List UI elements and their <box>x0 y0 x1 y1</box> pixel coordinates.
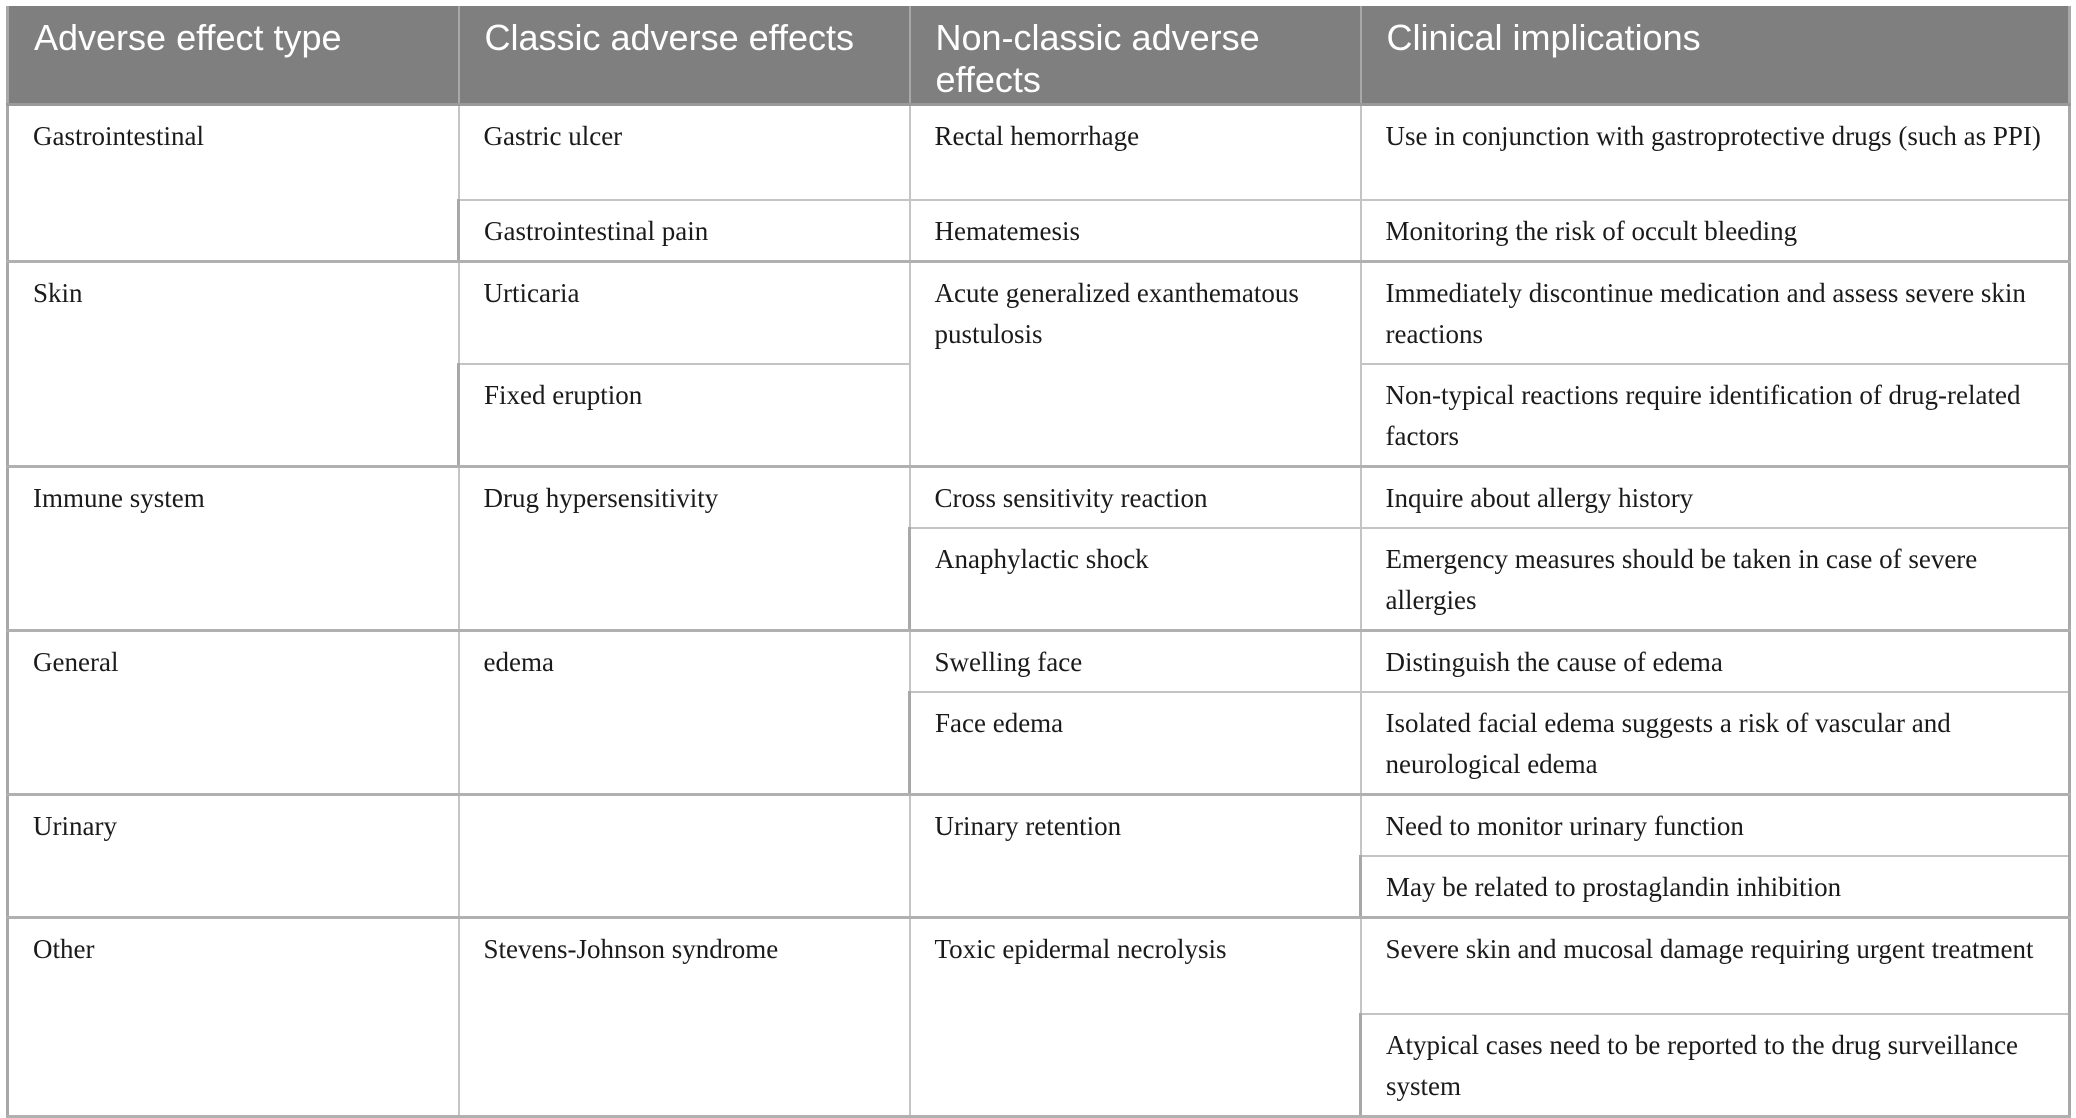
classic-cell: Fixed eruption <box>459 364 910 467</box>
type-cell: Skin <box>8 262 459 467</box>
implication-cell: Immediately discontinue medication and assess severe skin reactions <box>1361 262 2070 365</box>
header-classic-adverse-effects: Classic adverse effects <box>459 6 910 104</box>
nonclassic-cell: Toxic epidermal necrolysis <box>910 918 1361 1117</box>
classic-cell: Stevens-Johnson syndrome <box>459 918 910 1117</box>
classic-cell <box>459 795 910 918</box>
adverse-effects-table <box>6 6 2071 1118</box>
classic-cell: edema <box>459 631 910 795</box>
header-adverse-effect-type: Adverse effect type <box>8 6 459 104</box>
table-row <box>8 262 2070 365</box>
table-row <box>8 631 2070 693</box>
implication-cell: May be related to prostaglandin inhibition <box>1361 856 2070 918</box>
table-row <box>8 795 2070 857</box>
table-row <box>8 918 2070 1014</box>
nonclassic-cell: Anaphylactic shock <box>910 528 1361 631</box>
implication-cell: Severe skin and mucosal damage requiring urgent treatment <box>1361 918 2070 1014</box>
table-row <box>8 104 2070 200</box>
type-cell: Other <box>8 918 459 1117</box>
nonclassic-cell: Hematemesis <box>910 200 1361 262</box>
nonclassic-cell: Cross sensitivity reaction <box>910 467 1361 529</box>
classic-cell: Drug hypersensitivity <box>459 467 910 631</box>
implication-cell: Use in conjunction with gastroprotective drugs (such as PPI) <box>1361 104 2070 200</box>
classic-cell: Urticaria <box>459 262 910 365</box>
implication-cell: Emergency measures should be taken in case of severe allergies <box>1361 528 2070 631</box>
type-cell: Gastrointestinal <box>8 104 459 262</box>
implication-cell: Distinguish the cause of edema <box>1361 631 2070 693</box>
implication-cell: Inquire about allergy history <box>1361 467 2070 529</box>
classic-cell: Gastrointestinal pain <box>459 200 910 262</box>
type-cell: General <box>8 631 459 795</box>
type-cell: Urinary <box>8 795 459 918</box>
implication-cell: Non-typical reactions require identification of drug-related factors <box>1361 364 2070 467</box>
classic-cell: Gastric ulcer <box>459 104 910 200</box>
implication-cell: Need to monitor urinary function <box>1361 795 2070 857</box>
header-clinical-implications: Clinical implications <box>1361 6 2070 104</box>
type-cell: Immune system <box>8 467 459 631</box>
nonclassic-cell: Urinary retention <box>910 795 1361 918</box>
implication-cell: Monitoring the risk of occult bleeding <box>1361 200 2070 262</box>
table-row <box>8 467 2070 529</box>
header-row <box>8 6 2070 104</box>
nonclassic-cell: Face edema <box>910 692 1361 795</box>
header-non-classic-adverse-effects: Non-classic adverse effects <box>910 6 1361 104</box>
implication-cell: Isolated facial edema suggests a risk of vascular and neurological edema <box>1361 692 2070 795</box>
nonclassic-cell: Acute generalized exanthematous pustulosis <box>910 262 1361 467</box>
implication-cell: Atypical cases need to be reported to the drug surveillance system <box>1361 1014 2070 1117</box>
nonclassic-cell: Swelling face <box>910 631 1361 693</box>
nonclassic-cell: Rectal hemorrhage <box>910 104 1361 200</box>
